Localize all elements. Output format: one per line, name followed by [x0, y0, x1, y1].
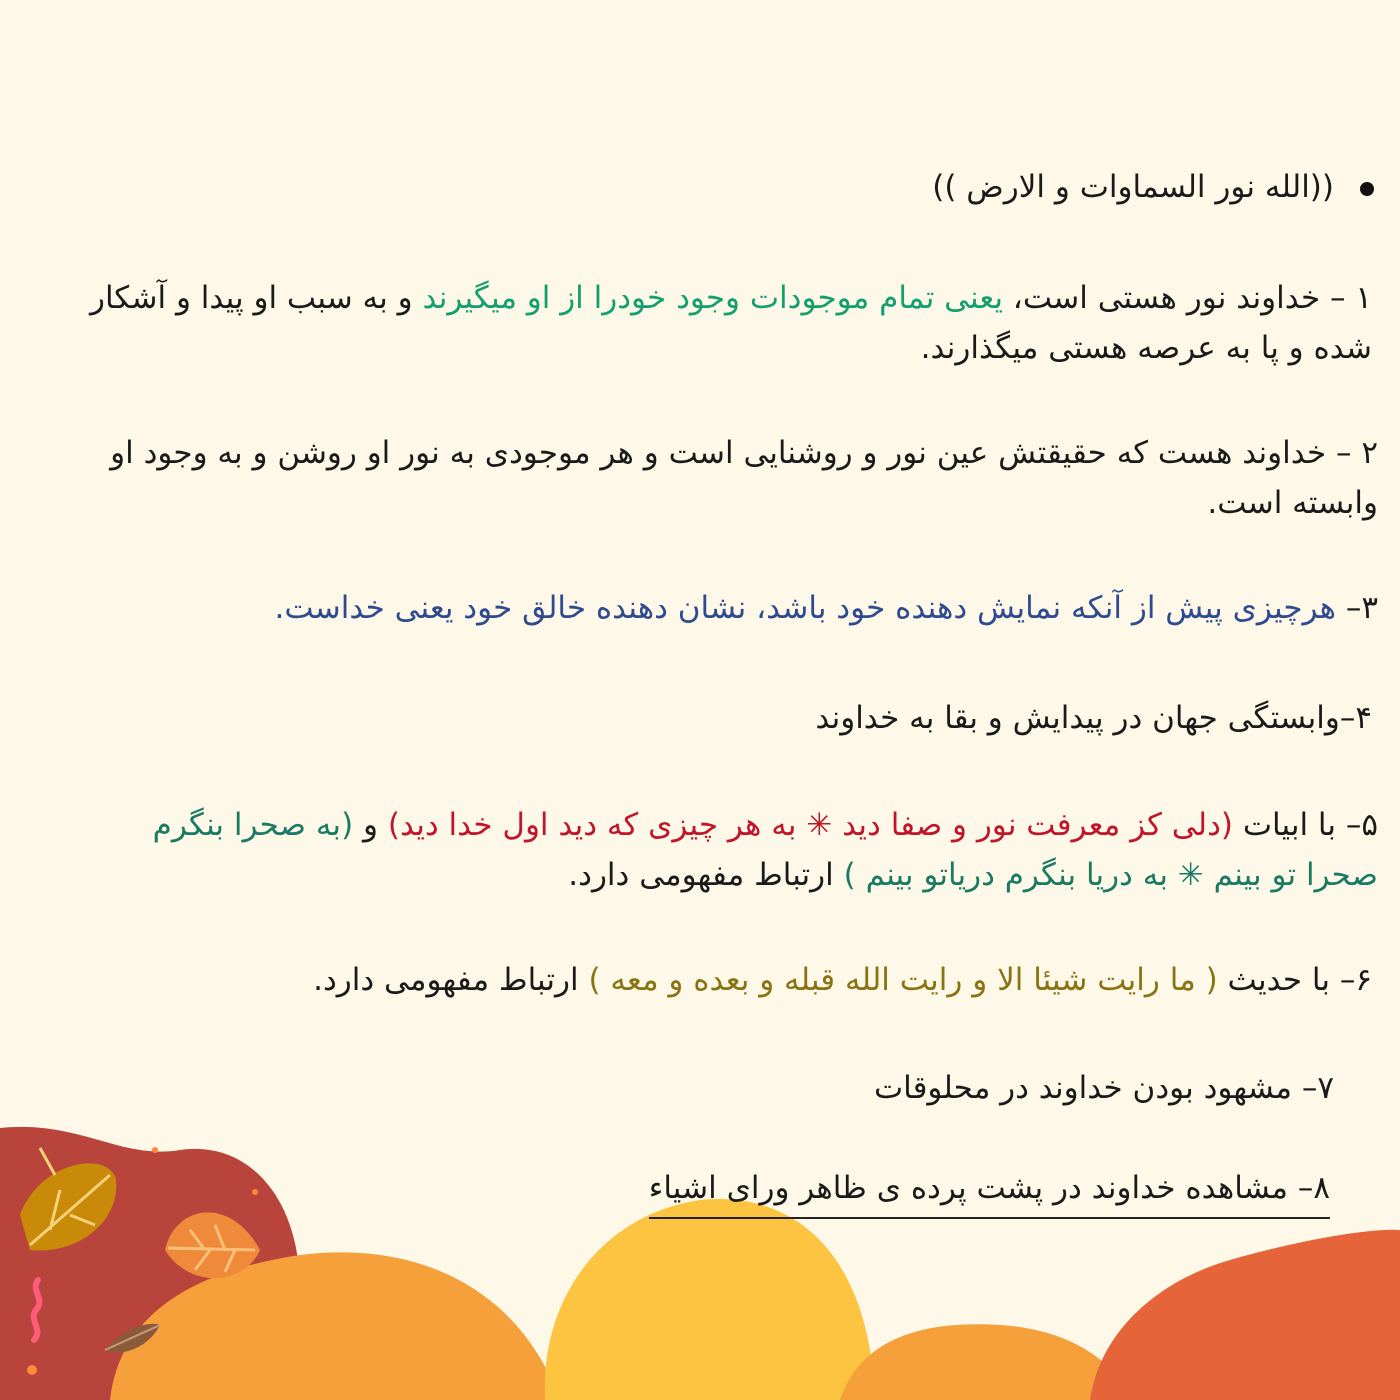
- item-7: [834, 1063, 1334, 1113]
- item-3-highlight: هرچیزی پیش از آنکه نمایش دهنده خود باشد، نشان دهنده خالق خود یعنی خداست.: [274, 590, 1336, 626]
- item-1: [42, 273, 1372, 373]
- heading-text: ((الله نور السماوات و الارض )): [932, 169, 1334, 205]
- item-3: [178, 583, 1378, 633]
- item-5-text-c: ارتباط مفهومی دارد.: [568, 857, 844, 893]
- item-5-text-b: و: [353, 807, 388, 843]
- item-2: [78, 428, 1378, 528]
- item-7-text: ۷– مشهود بودن خداوند در محلوقات: [873, 1070, 1334, 1106]
- item-2-text: ۲ – خداوند هست که حقیقتش عین نور و روشنایی است و هر موجودی به نور او روشن و به وجود او وابسته است.: [110, 435, 1378, 521]
- item-5-text-a: ۵– با ابیات: [1232, 807, 1378, 843]
- item-6-text-a: ۶– با حدیث: [1217, 962, 1372, 998]
- item-6-hadith: ( ما رایت شیئا الا و رایت الله قبله و بعده و معه ): [588, 962, 1218, 998]
- heading-verse: [774, 162, 1374, 212]
- item-4: [672, 693, 1372, 743]
- bullet-icon: [1360, 182, 1374, 196]
- item-4-text: ۴–وابستگی جهان در پیدایش و بقا به خداوند: [815, 700, 1372, 736]
- item-1-highlight: یعنی تمام موجودات وجود خودرا از او میگیرند: [422, 280, 1003, 316]
- item-6: [272, 955, 1372, 1005]
- item-8: [630, 1163, 1330, 1219]
- item-5-verse-2: (به صحرا بنگرم صحرا تو بینم ✳ به دریا بنگرم دریاتو بینم ): [152, 807, 1378, 893]
- item-1-text-a: ۱ – خداوند نور هستی است،: [1002, 280, 1372, 316]
- item-8-text: ۸– مشاهده خداوند در پشت پرده ی ظاهر ورای اشیاء: [649, 1163, 1330, 1219]
- item-5: [78, 800, 1378, 900]
- item-6-text-b: ارتباط مفهومی دارد.: [313, 962, 589, 998]
- item-3-number: ۳–: [1335, 590, 1378, 626]
- item-1-text-b: و به سبب او پیدا و آشکار شده و پا به عرصه هستی میگذارند.: [89, 280, 1372, 366]
- item-5-verse-1: (دلی کز معرفت نور و صفا دید ✳ به هر چیزی که دید اول خدا دید): [387, 807, 1233, 843]
